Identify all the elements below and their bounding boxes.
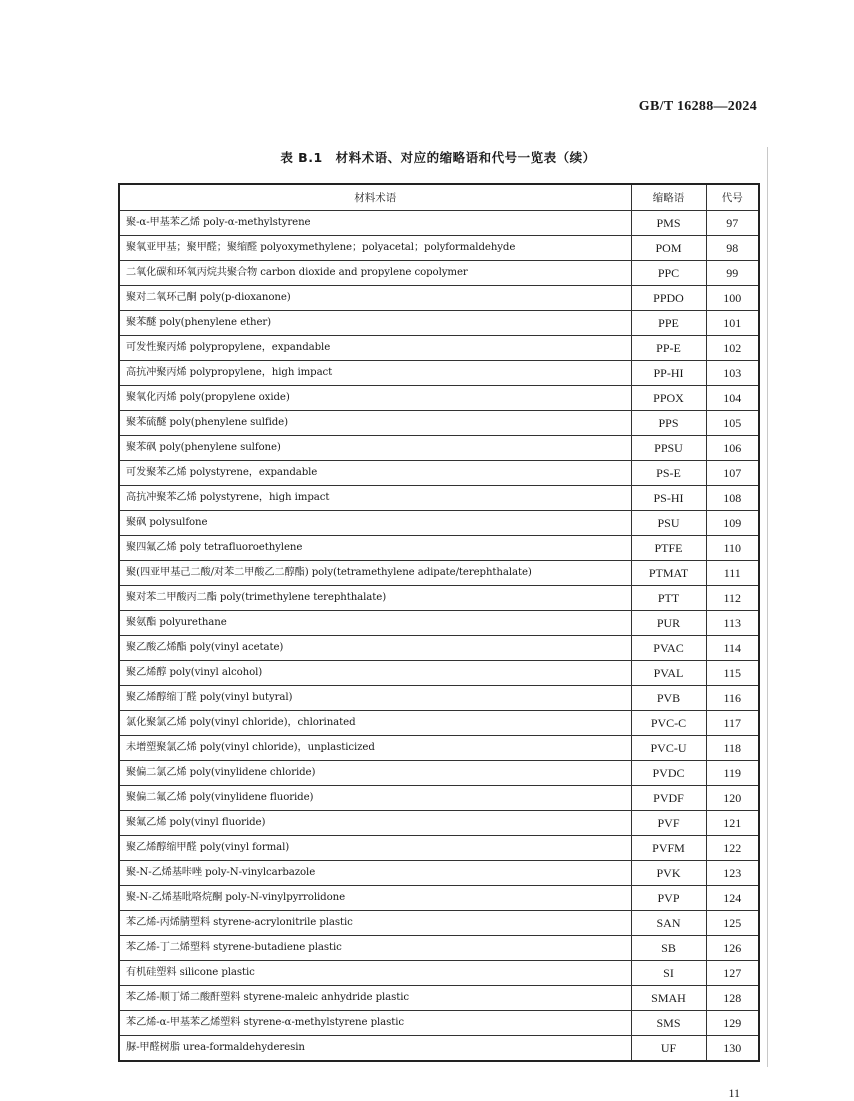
- abbreviation-cell: PUR: [631, 611, 706, 636]
- code-cell: 101: [706, 311, 759, 336]
- abbreviation-cell: PP-HI: [631, 361, 706, 386]
- code-cell: 105: [706, 411, 759, 436]
- code-cell: 108: [706, 486, 759, 511]
- abbreviation-cell: PPC: [631, 261, 706, 286]
- abbreviation-cell: PVK: [631, 861, 706, 886]
- table-row: [119, 311, 759, 336]
- abbreviation-cell: PVDF: [631, 786, 706, 811]
- table-row: [119, 811, 759, 836]
- code-cell: 119: [706, 761, 759, 786]
- abbreviation-cell: PVB: [631, 686, 706, 711]
- table-row: [119, 986, 759, 1011]
- abbreviation-cell: PMS: [631, 211, 706, 236]
- term-cell: 聚偏二氯乙烯 poly(vinylidene chloride): [119, 761, 631, 786]
- abbreviation-cell: SMAH: [631, 986, 706, 1011]
- abbreviation-cell: PTMAT: [631, 561, 706, 586]
- code-cell: 104: [706, 386, 759, 411]
- table-row: [119, 961, 759, 986]
- term-cell: 苯乙烯-α-甲基苯乙烯塑料 styrene-α-methylstyrene plastic: [119, 1011, 631, 1036]
- abbreviation-cell: PPS: [631, 411, 706, 436]
- abbreviation-cell: SB: [631, 936, 706, 961]
- code-cell: 113: [706, 611, 759, 636]
- term-cell: 聚苯醚 poly(phenylene ether): [119, 311, 631, 336]
- table-row: [119, 261, 759, 286]
- abbreviation-cell: PVF: [631, 811, 706, 836]
- term-cell: 聚乙烯醇缩丁醛 poly(vinyl butyral): [119, 686, 631, 711]
- term-cell: 聚砜 polysulfone: [119, 511, 631, 536]
- table-row: [119, 711, 759, 736]
- term-cell: 聚-N-乙烯基吡咯烷酮 poly-N-vinylpyrrolidone: [119, 886, 631, 911]
- term-cell: 可发聚苯乙烯 polystyrene，expandable: [119, 461, 631, 486]
- code-cell: 103: [706, 361, 759, 386]
- code-cell: 125: [706, 911, 759, 936]
- table-row: [119, 361, 759, 386]
- abbreviation-cell: PVAC: [631, 636, 706, 661]
- table-body: [119, 211, 759, 1062]
- abbreviation-cell: PVDC: [631, 761, 706, 786]
- code-cell: 100: [706, 286, 759, 311]
- abbreviation-cell: POM: [631, 236, 706, 261]
- code-cell: 99: [706, 261, 759, 286]
- abbreviation-cell: SAN: [631, 911, 706, 936]
- terms-table-container: [118, 183, 758, 1062]
- page-margin-line: [767, 147, 768, 1067]
- code-cell: 97: [706, 211, 759, 236]
- table-row: [119, 386, 759, 411]
- abbreviation-cell: PVC-C: [631, 711, 706, 736]
- code-cell: 111: [706, 561, 759, 586]
- abbreviation-cell: PP-E: [631, 336, 706, 361]
- term-cell: 苯乙烯-丁二烯塑料 styrene-butadiene plastic: [119, 936, 631, 961]
- code-cell: 102: [706, 336, 759, 361]
- table-row: [119, 911, 759, 936]
- term-cell: 聚苯硫醚 poly(phenylene sulfide): [119, 411, 631, 436]
- term-cell: 高抗冲聚丙烯 polypropylene，high impact: [119, 361, 631, 386]
- term-cell: 聚氧亚甲基；聚甲醛；聚缩醛 polyoxymethylene；polyacetal；polyformaldehyde: [119, 236, 631, 261]
- term-cell: 聚乙烯醇 poly(vinyl alcohol): [119, 661, 631, 686]
- term-cell: 未增塑聚氯乙烯 poly(vinyl chloride)，unplasticized: [119, 736, 631, 761]
- standard-number: GB/T 16288—2024: [638, 99, 757, 114]
- page-number: 11: [728, 1086, 740, 1100]
- term-cell: 聚-α-甲基苯乙烯 poly-α-methylstyrene: [119, 211, 631, 236]
- table-row: [119, 686, 759, 711]
- abbreviation-cell: PPE: [631, 311, 706, 336]
- term-cell: 聚(四亚甲基己二酸/对苯二甲酸乙二醇酯) poly(tetramethylene adipate/terephthalate): [119, 561, 631, 586]
- term-cell: 聚苯砜 poly(phenylene sulfone): [119, 436, 631, 461]
- code-cell: 122: [706, 836, 759, 861]
- term-cell: 聚氧化丙烯 poly(propylene oxide): [119, 386, 631, 411]
- table-row: [119, 861, 759, 886]
- code-cell: 110: [706, 536, 759, 561]
- code-cell: 112: [706, 586, 759, 611]
- table-row: [119, 786, 759, 811]
- code-cell: 118: [706, 736, 759, 761]
- code-cell: 126: [706, 936, 759, 961]
- term-cell: 二氧化碳和环氧丙烷共聚合物 carbon dioxide and propylene copolymer: [119, 261, 631, 286]
- abbreviation-cell: PSU: [631, 511, 706, 536]
- abbreviation-cell: PVC-U: [631, 736, 706, 761]
- term-cell: 聚四氟乙烯 poly tetrafluoroethylene: [119, 536, 631, 561]
- code-cell: 114: [706, 636, 759, 661]
- table-row: [119, 636, 759, 661]
- abbreviation-cell: PS-E: [631, 461, 706, 486]
- table-row: [119, 511, 759, 536]
- abbreviation-cell: PTT: [631, 586, 706, 611]
- table-row: [119, 936, 759, 961]
- code-cell: 124: [706, 886, 759, 911]
- table-row: [119, 211, 759, 236]
- abbreviation-cell: SI: [631, 961, 706, 986]
- term-cell: 脲-甲醛树脂 urea-formaldehyderesin: [119, 1036, 631, 1062]
- table-row: [119, 486, 759, 511]
- term-cell: 聚对苯二甲酸丙二酯 poly(trimethylene terephthalate): [119, 586, 631, 611]
- table-row: [119, 561, 759, 586]
- abbreviation-cell: PS-HI: [631, 486, 706, 511]
- code-cell: 115: [706, 661, 759, 686]
- table-row: [119, 286, 759, 311]
- abbreviation-cell: PPOX: [631, 386, 706, 411]
- term-cell: 聚偏二氟乙烯 poly(vinylidene fluoride): [119, 786, 631, 811]
- abbreviation-cell: PPSU: [631, 436, 706, 461]
- term-cell: 聚氟乙烯 poly(vinyl fluoride): [119, 811, 631, 836]
- abbreviation-cell: PTFE: [631, 536, 706, 561]
- code-cell: 130: [706, 1036, 759, 1062]
- code-cell: 106: [706, 436, 759, 461]
- term-cell: 聚对二氧环己酮 poly(p-dioxanone): [119, 286, 631, 311]
- term-cell: 聚-N-乙烯基咔唑 poly-N-vinylcarbazole: [119, 861, 631, 886]
- table-row: [119, 611, 759, 636]
- code-cell: 107: [706, 461, 759, 486]
- table-row: [119, 1036, 759, 1062]
- code-cell: 123: [706, 861, 759, 886]
- table-title: 表 B.1 材料术语、对应的缩略语和代号一览表（续）: [280, 150, 596, 165]
- column-header-abbreviation: 缩略语: [631, 184, 706, 211]
- column-header-code: 代号: [706, 184, 759, 211]
- abbreviation-cell: PVAL: [631, 661, 706, 686]
- table-row: [119, 886, 759, 911]
- term-cell: 聚乙酸乙烯酯 poly(vinyl acetate): [119, 636, 631, 661]
- abbreviation-cell: PVFM: [631, 836, 706, 861]
- table-row: [119, 836, 759, 861]
- code-cell: 98: [706, 236, 759, 261]
- code-cell: 120: [706, 786, 759, 811]
- term-cell: 苯乙烯-丙烯腈塑料 styrene-acrylonitrile plastic: [119, 911, 631, 936]
- table-row: [119, 461, 759, 486]
- code-cell: 128: [706, 986, 759, 1011]
- code-cell: 117: [706, 711, 759, 736]
- abbreviation-cell: PVP: [631, 886, 706, 911]
- term-cell: 氯化聚氯乙烯 poly(vinyl chloride)，chlorinated: [119, 711, 631, 736]
- term-cell: 有机硅塑料 silicone plastic: [119, 961, 631, 986]
- table-header-row: [119, 184, 759, 211]
- table-row: [119, 661, 759, 686]
- table-row: [119, 536, 759, 561]
- term-cell: 聚乙烯醇缩甲醛 poly(vinyl formal): [119, 836, 631, 861]
- code-cell: 121: [706, 811, 759, 836]
- term-cell: 高抗冲聚苯乙烯 polystyrene，high impact: [119, 486, 631, 511]
- table-row: [119, 436, 759, 461]
- table-row: [119, 761, 759, 786]
- code-cell: 116: [706, 686, 759, 711]
- term-cell: 聚氨酯 polyurethane: [119, 611, 631, 636]
- term-cell: 可发性聚丙烯 polypropylene，expandable: [119, 336, 631, 361]
- table-row: [119, 411, 759, 436]
- code-cell: 127: [706, 961, 759, 986]
- column-header-term: 材料术语: [119, 184, 631, 211]
- table-row: [119, 236, 759, 261]
- terms-table: [118, 183, 760, 1062]
- abbreviation-cell: UF: [631, 1036, 706, 1062]
- table-row: [119, 336, 759, 361]
- table-row: [119, 1011, 759, 1036]
- table-row: [119, 736, 759, 761]
- abbreviation-cell: PPDO: [631, 286, 706, 311]
- code-cell: 109: [706, 511, 759, 536]
- abbreviation-cell: SMS: [631, 1011, 706, 1036]
- term-cell: 苯乙烯-顺丁烯二酸酐塑料 styrene-maleic anhydride plastic: [119, 986, 631, 1011]
- code-cell: 129: [706, 1011, 759, 1036]
- table-row: [119, 586, 759, 611]
